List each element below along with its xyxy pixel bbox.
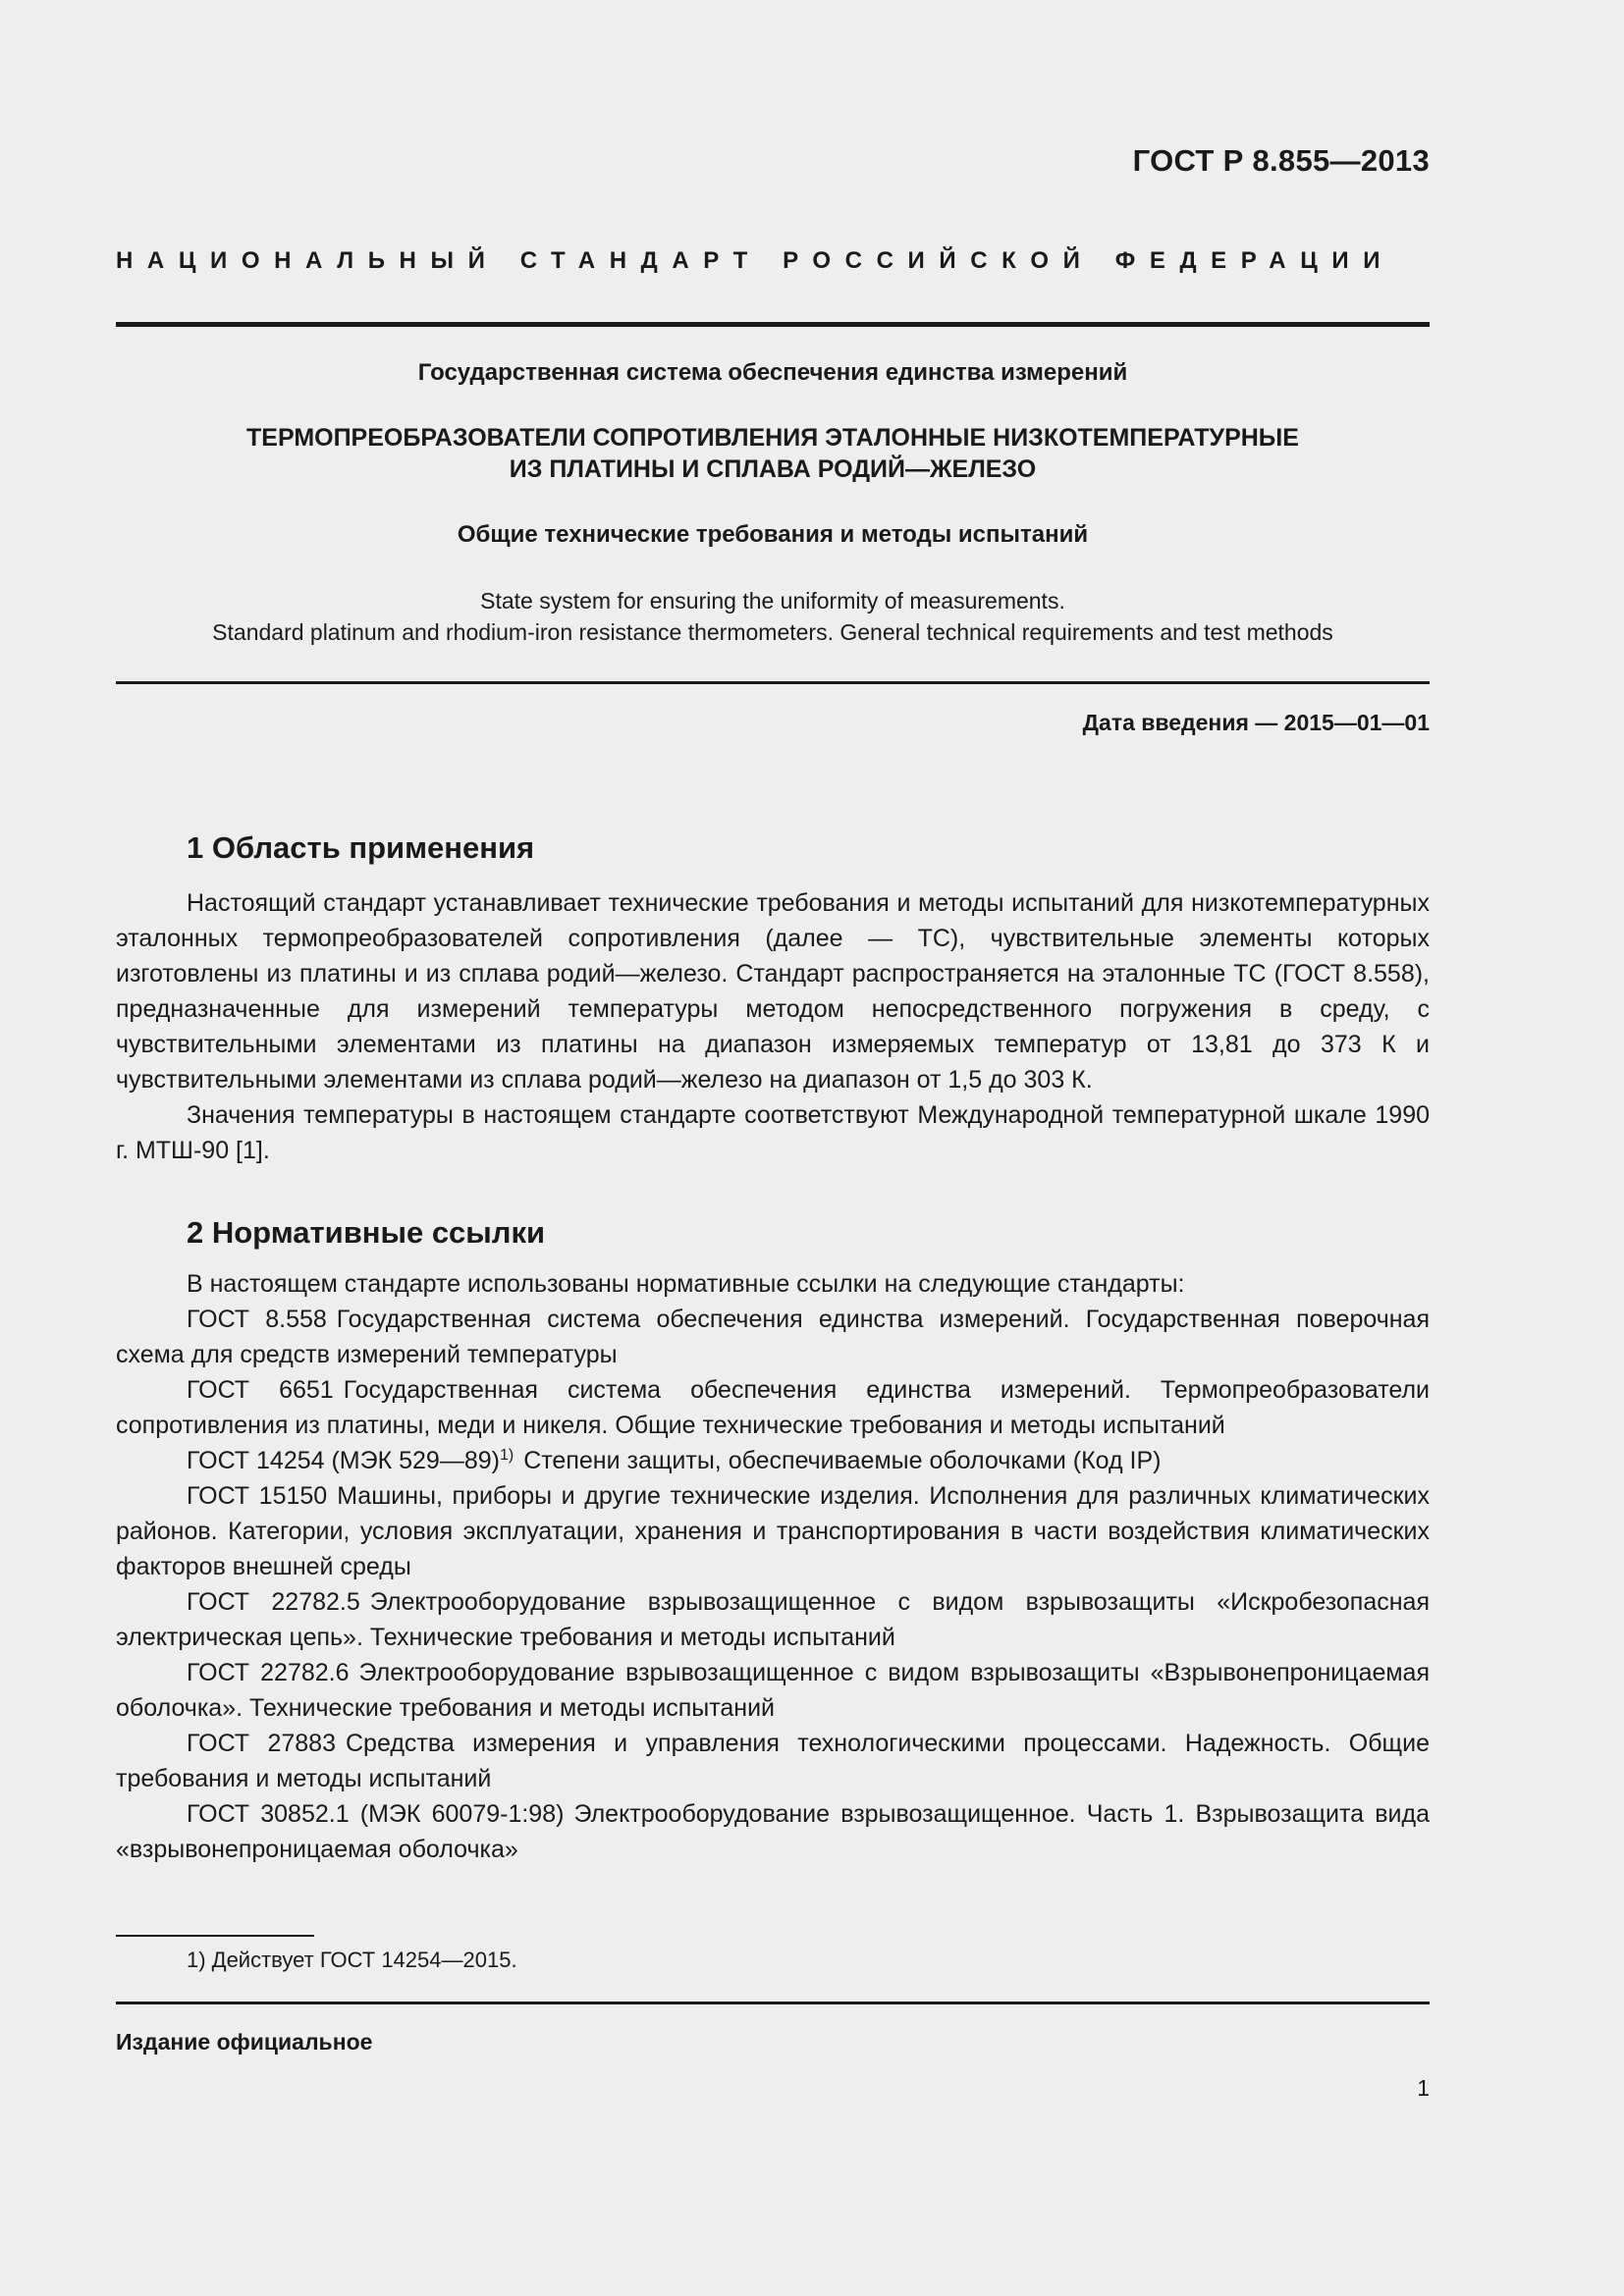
national-standard-banner: НАЦИОНАЛЬНЫЙ СТАНДАРТ РОССИЙСКОЙ ФЕДЕРАЦИИ [116,247,1395,274]
reference-code: ГОСТ 22782.6 [187,1659,350,1686]
reference-item [116,1655,1430,1726]
reference-title: Государственная система обеспечения единства измерений. Термопреобразователи сопротивления из платины, меди и никеля. Общие технические требования и методы испытаний [116,1376,1430,1439]
reference-item [116,1372,1430,1443]
section-1-heading: 1 Область применения [187,830,535,865]
reference-code: ГОСТ 27883 [187,1730,336,1757]
page-number: 1 [1417,2075,1430,2101]
section-1-paragraph-2: Значения температуры в настоящем стандарте соответствуют Международной температурной шкале 1990 г. МТШ-90 [1]. [116,1101,1430,1164]
section-1-paragraph-1: Настоящий стандарт устанавливает технические требования и методы испытаний для низкотемпературных эталонных термопреобразователей сопротивления (далее — ТС), чувствительные элементы которых изготовлены из платины и из сплава родий—железо. Стандарт распространяется на эталонные ТС (ГОСТ 8.558), предназначенные для измерений температуры методом непосредственного погружения в среду, с чувствительными элементами из платины на диапазон измеряемых температур от 13,81 до 373 К и чувствительными элементами из сплава родий—железо на диапазон от 1,5 до 303 К. [116,889,1430,1094]
reference-item [116,1584,1430,1655]
main-title [116,422,1430,485]
official-edition-label: Издание официальное [116,2029,373,2055]
reference-title: Электрооборудование взрывозащищенное. Часть 1. Взрывозащита вида «взрывонепроницаемая оболочка» [116,1800,1430,1863]
footnote-marker: 1) [499,1447,514,1464]
references-intro: В настоящем стандарте использованы нормативные ссылки на следующие стандарты: [187,1270,1185,1298]
reference-code: ГОСТ 15150 [187,1482,328,1510]
reference-title: Государственная система обеспечения единства измерений. Государственная поверочная схема для средств измерений температуры [116,1306,1430,1368]
system-title: Государственная система обеспечения единства измерений [417,359,1128,386]
reference-title: Электрооборудование взрывозащищенное с видом взрывозащиты «Взрывонепроницаемая оболочка». Технические требования и методы испытаний [116,1659,1430,1722]
subtitle: Общие технические требования и методы испытаний [457,521,1089,548]
footer-rule [116,2002,1430,2004]
reference-item [116,1302,1430,1372]
document-number: ГОСТ Р 8.855—2013 [1132,143,1430,178]
reference-code: ГОСТ 8.558 [187,1306,327,1333]
footnote-text: 1) Действует ГОСТ 14254—2015. [187,1948,517,1972]
top-thick-rule [116,322,1430,327]
reference-title: Степени защиты, обеспечиваемые оболочками (Код IP) [523,1447,1162,1474]
reference-title: Средства измерения и управления технологическими процессами. Надежность. Общие требования и методы испытаний [116,1730,1430,1792]
section-normative-references [116,1213,1430,1867]
english-title [116,585,1430,648]
reference-code: ГОСТ 6651 [187,1376,334,1404]
reference-item [116,1726,1430,1796]
reference-code: ГОСТ 30852.1 (МЭК 60079-1:98) [187,1800,565,1828]
introduction-date: Дата введения — 2015—01—01 [1082,710,1430,735]
reference-title: Электрооборудование взрывозащищенное с видом взрывозащиты «Искробезопасная электрическая цепь». Технические требования и методы испытаний [116,1588,1430,1651]
main-title-line-1: ТЕРМОПРЕОБРАЗОВАТЕЛИ СОПРОТИВЛЕНИЯ ЭТАЛОННЫЕ НИЗКОТЕМПЕРАТУРНЫЕ [246,424,1299,452]
section-2-heading: 2 Нормативные ссылки [187,1215,546,1250]
reference-item [116,1796,1430,1867]
reference-item [116,1443,1430,1478]
reference-item [116,1478,1430,1584]
section-scope [116,828,1430,1168]
footnote-separator [116,1935,314,1937]
reference-code: ГОСТ 22782.5 [187,1588,360,1616]
reference-title: Машины, приборы и другие технические изделия. Исполнения для различных климатических районов. Категории, условия эксплуатации, хранения и транспортирования в части воздействия климатических факторов внешней среды [116,1482,1430,1580]
title-bottom-rule [116,681,1430,684]
english-title-line-2: Standard platinum and rhodium-iron resistance thermometers. General technical requirements and test methods [212,619,1333,645]
reference-code: ГОСТ 14254 (МЭК 529—89) [187,1447,500,1474]
english-title-line-1: State system for ensuring the uniformity of measurements. [480,588,1065,614]
main-title-line-2: ИЗ ПЛАТИНЫ И СПЛАВА РОДИЙ—ЖЕЛЕЗО [509,455,1037,483]
